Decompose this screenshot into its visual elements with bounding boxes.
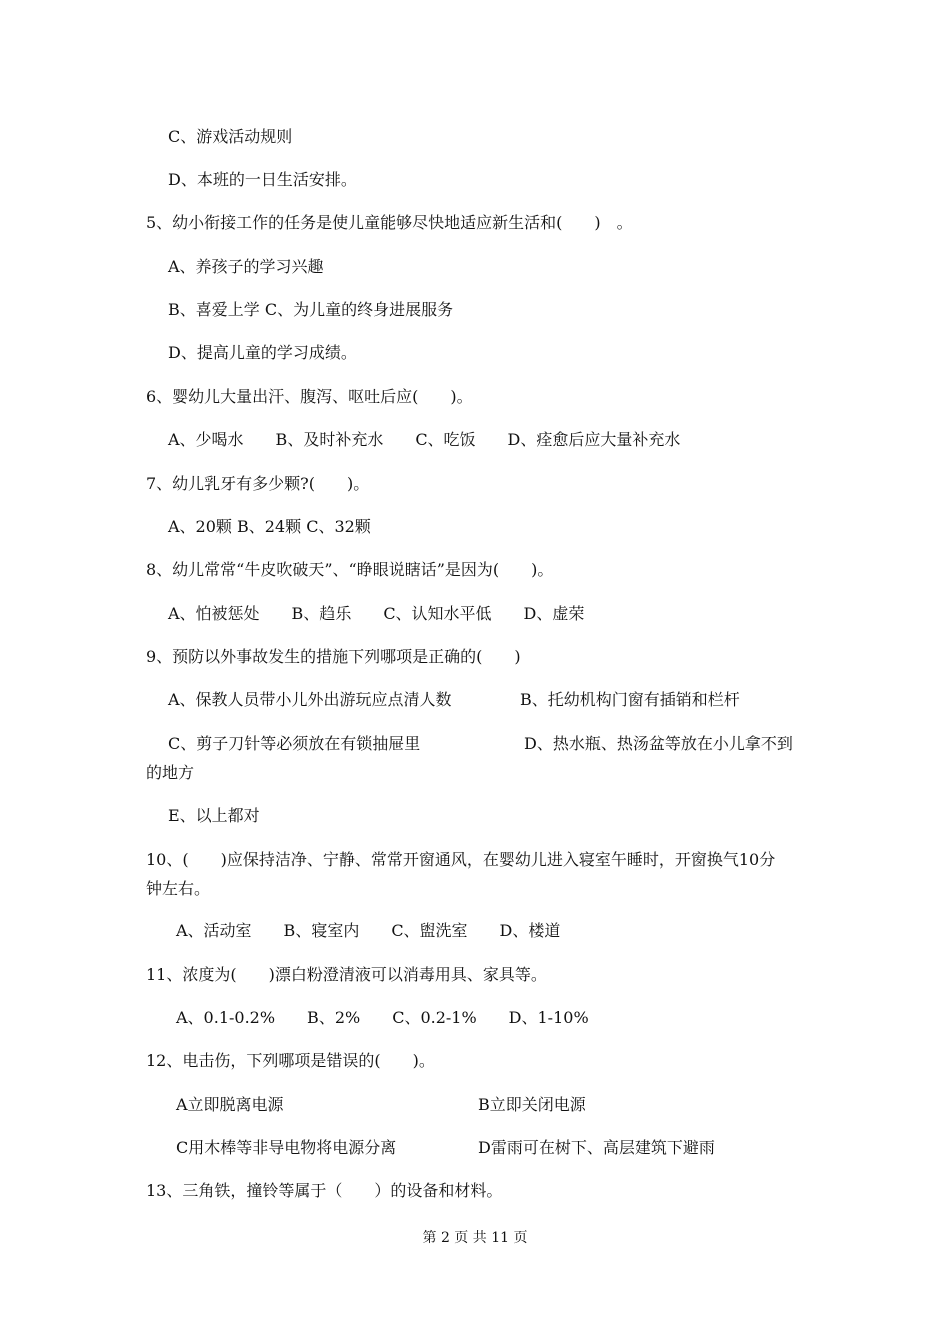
option-5a: A、养孩子的学习兴趣 xyxy=(168,257,324,276)
option-9a: A、保教人员带小儿外出游玩应点清人数 xyxy=(168,690,452,709)
question-5: 5、幼小衔接工作的任务是使儿童能够尽快地适应新生活和( ) 。 xyxy=(146,213,633,232)
options-6: A、少喝水 B、及时补充水 C、吃饭 D、痊愈后应大量补充水 xyxy=(168,430,681,449)
option-9d: D、热水瓶、热汤盆等放在小儿拿不到 xyxy=(524,734,793,753)
question-10-continued: 钟左右。 xyxy=(146,879,211,898)
option-4c: C、游戏活动规则 xyxy=(168,127,293,146)
question-13: 13、三角铁，撞铃等属于（ ）的设备和材料。 xyxy=(146,1181,503,1200)
option-5d: D、提高儿童的学习成绩。 xyxy=(168,343,357,362)
option-9c: C、剪子刀针等必须放在有锁抽屉里 xyxy=(168,734,421,753)
option-12a: A立即脱离电源 xyxy=(176,1095,284,1114)
question-9: 9、预防以外事故发生的措施下列哪项是正确的( ) xyxy=(146,647,521,666)
question-8: 8、幼儿常常“牛皮吹破天”、“睁眼说瞎话”是因为( )。 xyxy=(146,560,554,579)
question-12: 12、电击伤，下列哪项是错误的( )。 xyxy=(146,1051,435,1070)
option-9b: B、托幼机构门窗有插销和栏杆 xyxy=(520,690,740,709)
option-4d: D、本班的一日生活安排。 xyxy=(168,170,357,189)
question-7: 7、幼儿乳牙有多少颗?( )。 xyxy=(146,474,370,493)
page-footer: 第 2 页 共 11 页 xyxy=(422,1230,528,1246)
option-12c: C用木棒等非导电物将电源分离 xyxy=(176,1138,397,1157)
option-9d-continued: 的地方 xyxy=(146,763,195,782)
options-5bc: B、喜爱上学 C、为儿童的终身进展服务 xyxy=(168,300,454,319)
options-7: A、20颗 B、24颗 C、32颗 xyxy=(168,517,371,536)
option-12b: B立即关闭电源 xyxy=(478,1095,586,1114)
options-8: A、怕被惩处 B、趋乐 C、认知水平低 D、虚荣 xyxy=(168,604,585,623)
option-12d: D雷雨可在树下、高层建筑下避雨 xyxy=(478,1138,715,1157)
question-6: 6、婴幼儿大量出汗、腹泻、呕吐后应( )。 xyxy=(146,387,473,406)
option-9e: E、以上都对 xyxy=(168,806,260,825)
options-10: A、活动室 B、寝室内 C、盥洗室 D、楼道 xyxy=(176,921,561,940)
question-11: 11、浓度为( )漂白粉澄清液可以消毒用具、家具等。 xyxy=(146,965,547,984)
question-10: 10、( )应保持洁净、宁静、常常开窗通风，在婴幼儿进入寝室午睡时，开窗换气10分 xyxy=(146,850,776,869)
options-11: A、0.1-0.2% B、2% C、0.2-1% D、1-10% xyxy=(176,1008,589,1027)
